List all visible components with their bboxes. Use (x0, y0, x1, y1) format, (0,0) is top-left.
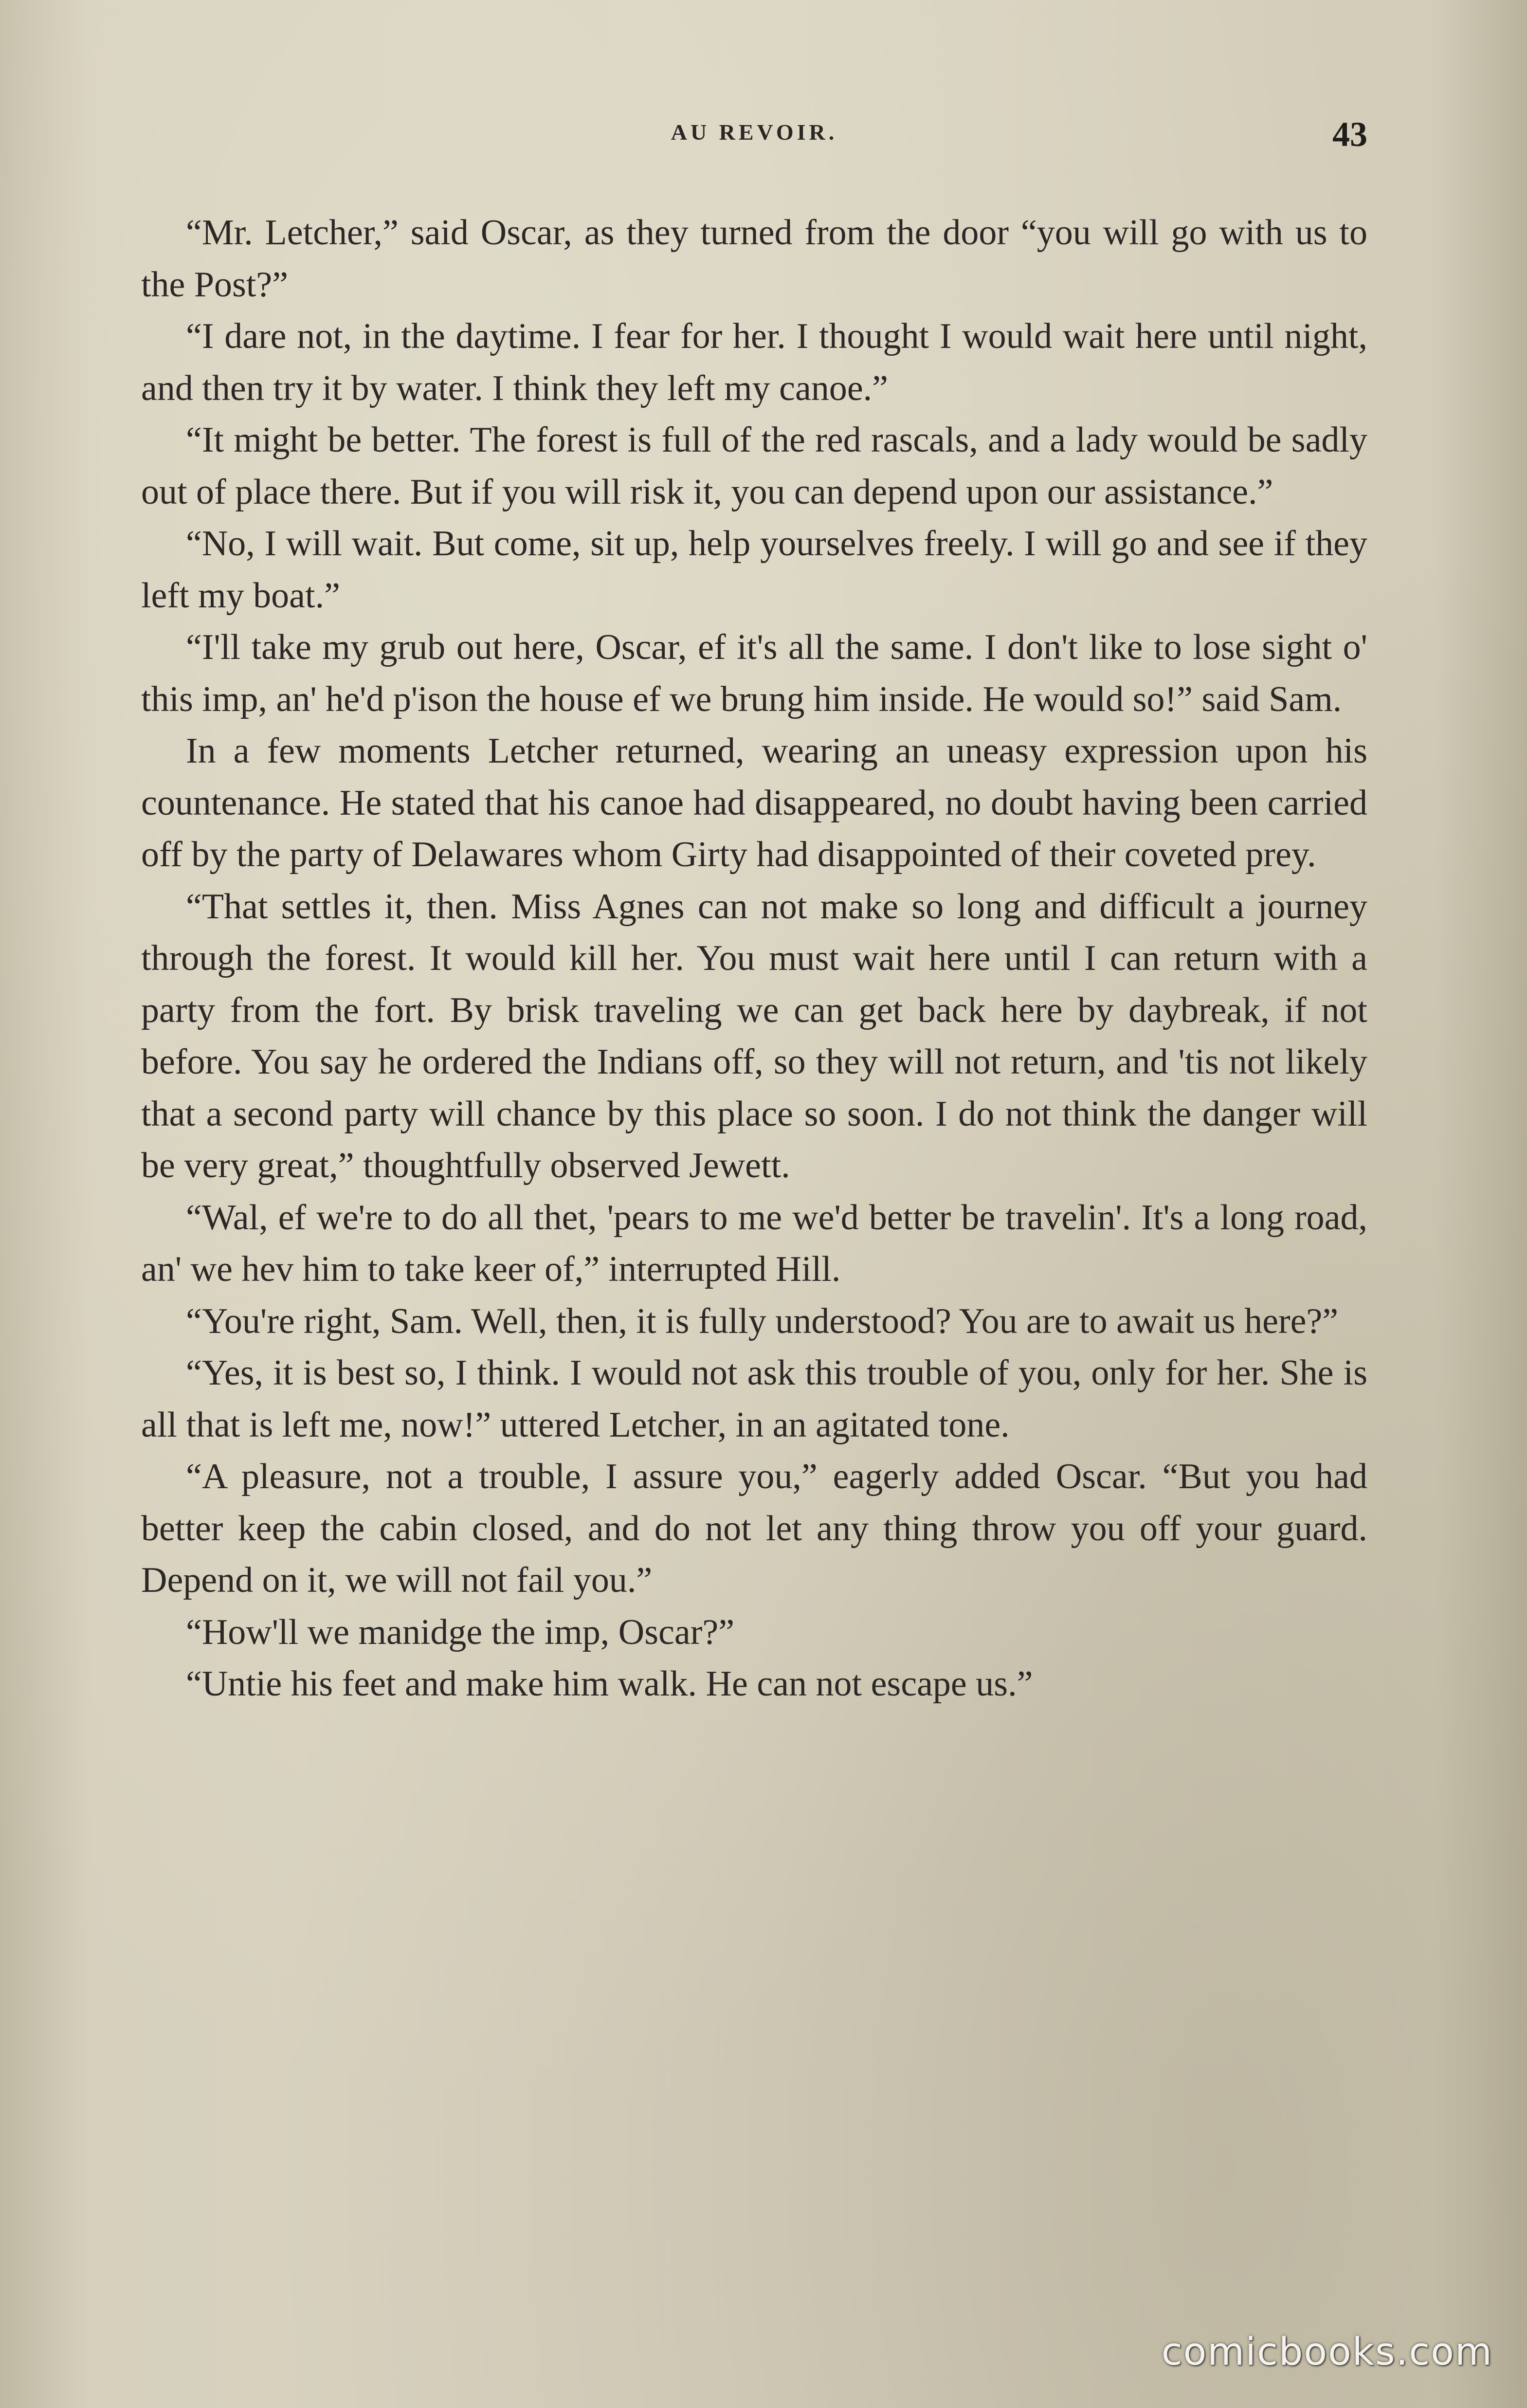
page-number: 43 (1332, 115, 1367, 154)
paragraph: “Mr. Letcher,” said Oscar, as they turned from the door “you will go with us to the Post?” (141, 213, 1367, 305)
paragraph: “It might be better. The forest is full of the red rascals, and a lady would be sadly out of place there. But if you will risk it, you can depend upon our assistance.” (141, 420, 1367, 512)
paragraph: “Wal, ef we're to do all thet, 'pears to me we'd better be travelin'. It's a long road, an' we hev him to take keer of,” interrupted Hill. (141, 1197, 1367, 1289)
paragraph: “That settles it, then. Miss Agnes can not make so long and difficult a journey through the forest. It would kill her. You must wait here until I can return with a party from the fort. By brisk traveling we can get back here by daybreak, if not before. You say he ordered the Indians off, so they will not return, and 'tis not likely that a second party will chance by this place so soon. I do not think the danger will be very great,” thoughtfully observed Jewett. (141, 886, 1367, 1186)
paragraph: “I dare not, in the daytime. I fear for her. I thought I would wait here until night, and then try it by water. I think they left my canoe.” (141, 316, 1367, 408)
paragraph: “How'll we manidge the imp, Oscar?” (186, 1612, 735, 1652)
paragraph: “No, I will wait. But come, sit up, help yourselves freely. I will go and see if they left my boat.” (141, 524, 1367, 616)
running-title: AU REVOIR. (671, 120, 838, 145)
paragraph: “Untie his feet and make him walk. He can not escape us.” (186, 1664, 1033, 1704)
paragraph: “I'll take my grub out here, Oscar, ef it's all the same. I don't like to lose sight o' this imp, an' he'd p'ison the house ef we brung him inside. He would so!” said Sam. (141, 627, 1367, 719)
page-header (141, 114, 1367, 158)
watermark: comicbooks.com (1161, 2330, 1493, 2374)
paragraph: “You're right, Sam. Well, then, it is fully understood? You are to await us here?” (186, 1301, 1339, 1341)
paragraph: “A pleasure, not a trouble, I assure you,” eagerly added Oscar. “But you had better keep the cabin closed, and do not let any thing throw you off your guard. Depend on it, we will not fail you.” (141, 1457, 1367, 1600)
body-text (141, 207, 1367, 1710)
paragraph: In a few moments Letcher returned, wearing an uneasy expression upon his countenance. He stated that his canoe had disappeared, no doubt having been carried off by the party of Delawares whom Girty had disappointed of their coveted prey. (141, 731, 1367, 875)
paragraph: “Yes, it is best so, I think. I would not ask this trouble of you, only for her. She is all that is left me, now!” uttered Letcher, in an agitated tone. (141, 1353, 1367, 1445)
